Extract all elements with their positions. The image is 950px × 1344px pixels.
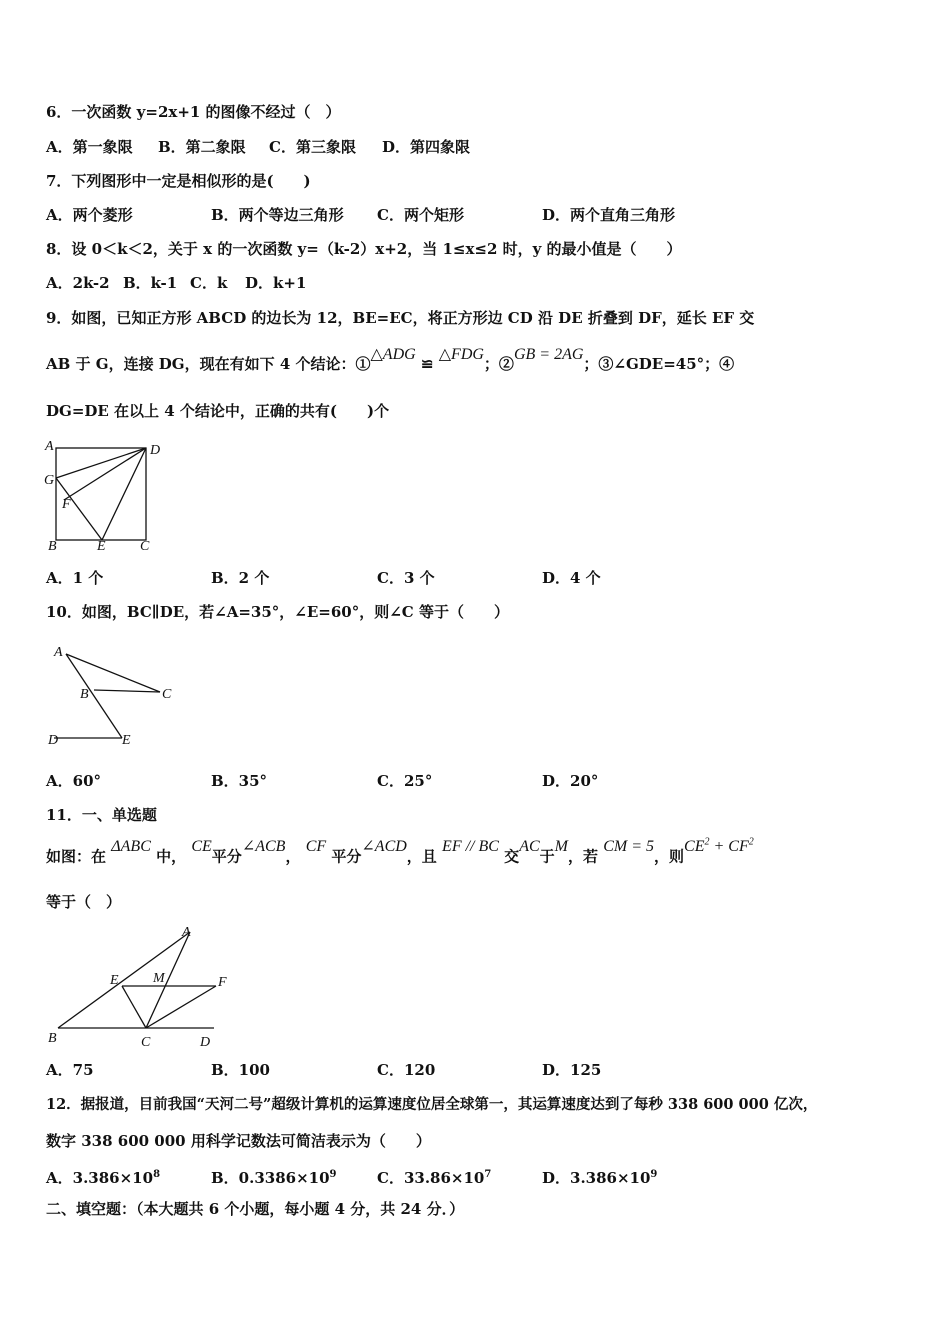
q10-option-c: C．25° bbox=[377, 772, 433, 790]
q8-stem: 8．设 0＜k＜2，关于 x 的一次函数 y=（k-2）x+2，当 1≤x≤2 时，y 的最小值是（ ） bbox=[46, 240, 682, 258]
q10-option-a: A．60° bbox=[46, 772, 102, 790]
q10-label-b: B bbox=[80, 687, 89, 702]
q9-line1: 9．如图，已知正方形 ABCD 的边长为 12，BE=EC，将正方形边 CD 沿 DE 折叠到 DF，延长 EF 交 bbox=[46, 309, 755, 327]
q11-label-c: C bbox=[141, 1035, 151, 1050]
q12-option-b: B．$0.3386\times 10^9$ bbox=[211, 1169, 337, 1187]
q11-label-e: E bbox=[110, 973, 119, 988]
q12-line1: 12．据报道，目前我国“天河二号”超级计算机的运算速度位居全球第一，其运算速度达到了每秒 338 600 000 亿次， bbox=[46, 1096, 818, 1113]
q9-figure bbox=[40, 436, 170, 554]
q9-label-c: C bbox=[140, 539, 150, 554]
q10-figure bbox=[44, 640, 179, 752]
q6-stem: 6．一次函数 y=2x+1 的图像不经过（ ） bbox=[46, 103, 341, 121]
q9-option-d: D．4 个 bbox=[542, 569, 601, 587]
q11-math-ef-bc: EF // BC bbox=[442, 838, 499, 856]
q9-label-f: F bbox=[62, 497, 71, 512]
q11-option-c: C．120 bbox=[377, 1061, 436, 1079]
q7-option-b: B．两个等边三角形 bbox=[211, 206, 344, 224]
q11-math-cm: CM = 5 bbox=[603, 838, 655, 856]
q10-label-c: C bbox=[162, 687, 172, 702]
q9-label-g: G bbox=[44, 473, 55, 488]
q9-label-b: B bbox=[48, 539, 57, 554]
q9-option-a: A．1 个 bbox=[46, 569, 104, 587]
q7-option-a: A．两个菱形 bbox=[46, 206, 133, 224]
q9-label-a: A bbox=[45, 439, 54, 454]
q9-congruent-symbol: ≌ bbox=[420, 355, 434, 373]
q6-option-b: B．第二象限 bbox=[158, 138, 246, 156]
q11-line3: 等于（ ） bbox=[46, 893, 122, 911]
q7-stem: 7．下列图形中一定是相似形的是( ) bbox=[46, 172, 311, 190]
q8-option-a: A．2k-2 bbox=[46, 274, 110, 292]
q10-option-b: B．35° bbox=[211, 772, 268, 790]
q11-figure bbox=[40, 920, 240, 1052]
q11-option-d: D．125 bbox=[542, 1061, 602, 1079]
q11-label-a: A bbox=[182, 925, 191, 940]
q11-label-f: F bbox=[218, 975, 227, 990]
q10-label-e: E bbox=[122, 733, 131, 748]
q11-heading: 11．一、单选题 bbox=[46, 806, 157, 824]
q11-math-abc: ΔABC bbox=[111, 838, 151, 856]
q8-option-d: D．k+1 bbox=[245, 274, 307, 292]
q12-option-c: C．$33.86\times 10^7$ bbox=[377, 1169, 492, 1187]
q11-math-m: M bbox=[554, 838, 568, 856]
q12-option-d: D．$3.386\times 10^9$ bbox=[542, 1169, 658, 1187]
q9-math-fdg: △FDG bbox=[438, 346, 484, 363]
q11-math-sum: $CE^2 + CF^2$ bbox=[684, 837, 754, 856]
q11-math-ac: AC bbox=[519, 838, 540, 856]
q7-option-c: C．两个矩形 bbox=[377, 206, 464, 224]
q11-math-acd: ∠ACD bbox=[361, 838, 407, 856]
q9-line2: AB 于 G，连接 DG，现在有如下 4 个结论：①△ADG ≌ △FDG；②GB = 2AG；③∠GDE=45°；④ bbox=[46, 346, 735, 373]
q11-math-cf: CF bbox=[305, 838, 327, 856]
q10-label-d: D bbox=[48, 733, 59, 748]
q11-label-m: M bbox=[153, 971, 165, 986]
q11-line2: 如图：在 ΔABC 中， CE平分∠ACB， CF 平分∠ACD，且 EF // BC 交AC于M，若 CM = 5，则$CE^2 + CF^2$ bbox=[46, 837, 754, 866]
q11-label-d: D bbox=[200, 1035, 211, 1050]
q11-option-b: B．100 bbox=[211, 1061, 270, 1079]
q9-line3: DG=DE 在以上 4 个结论中，正确的共有( )个 bbox=[46, 402, 390, 420]
q10-label-a: A bbox=[54, 645, 63, 660]
q11-math-acb: ∠ACB bbox=[241, 838, 286, 856]
q6-option-c: C．第三象限 bbox=[269, 138, 356, 156]
q11-option-a: A．75 bbox=[46, 1061, 94, 1079]
q11-label-b: B bbox=[48, 1031, 57, 1046]
q12-line2: 数字 338 600 000 用科学记数法可简洁表示为（ ） bbox=[46, 1132, 431, 1150]
q9-option-b: B．2 个 bbox=[211, 569, 270, 587]
q6-option-d: D．第四象限 bbox=[382, 138, 471, 156]
q12-option-a: A．$3.386\times 10^8$ bbox=[46, 1169, 161, 1187]
q6-option-a: A．第一象限 bbox=[46, 138, 133, 156]
q8-option-b: B．k-1 bbox=[123, 274, 178, 292]
q8-option-c: C．k bbox=[190, 274, 228, 292]
q10-option-d: D．20° bbox=[542, 772, 599, 790]
q9-option-c: C．3 个 bbox=[377, 569, 435, 587]
q9-label-e: E bbox=[97, 539, 106, 554]
section2-title: 二、填空题：（本大题共 6 个小题，每小题 4 分，共 24 分．） bbox=[46, 1200, 465, 1218]
q10-stem: 10．如图，BC∥DE，若∠A=35°，∠E=60°，则∠C 等于（ ） bbox=[46, 603, 509, 621]
q9-math-gb: GB = 2AG bbox=[513, 346, 584, 363]
q11-math-ce: CE bbox=[191, 838, 212, 856]
q9-math-adg: △ADG bbox=[370, 346, 416, 363]
q7-option-d: D．两个直角三角形 bbox=[542, 206, 676, 224]
q9-label-d: D bbox=[150, 443, 161, 458]
